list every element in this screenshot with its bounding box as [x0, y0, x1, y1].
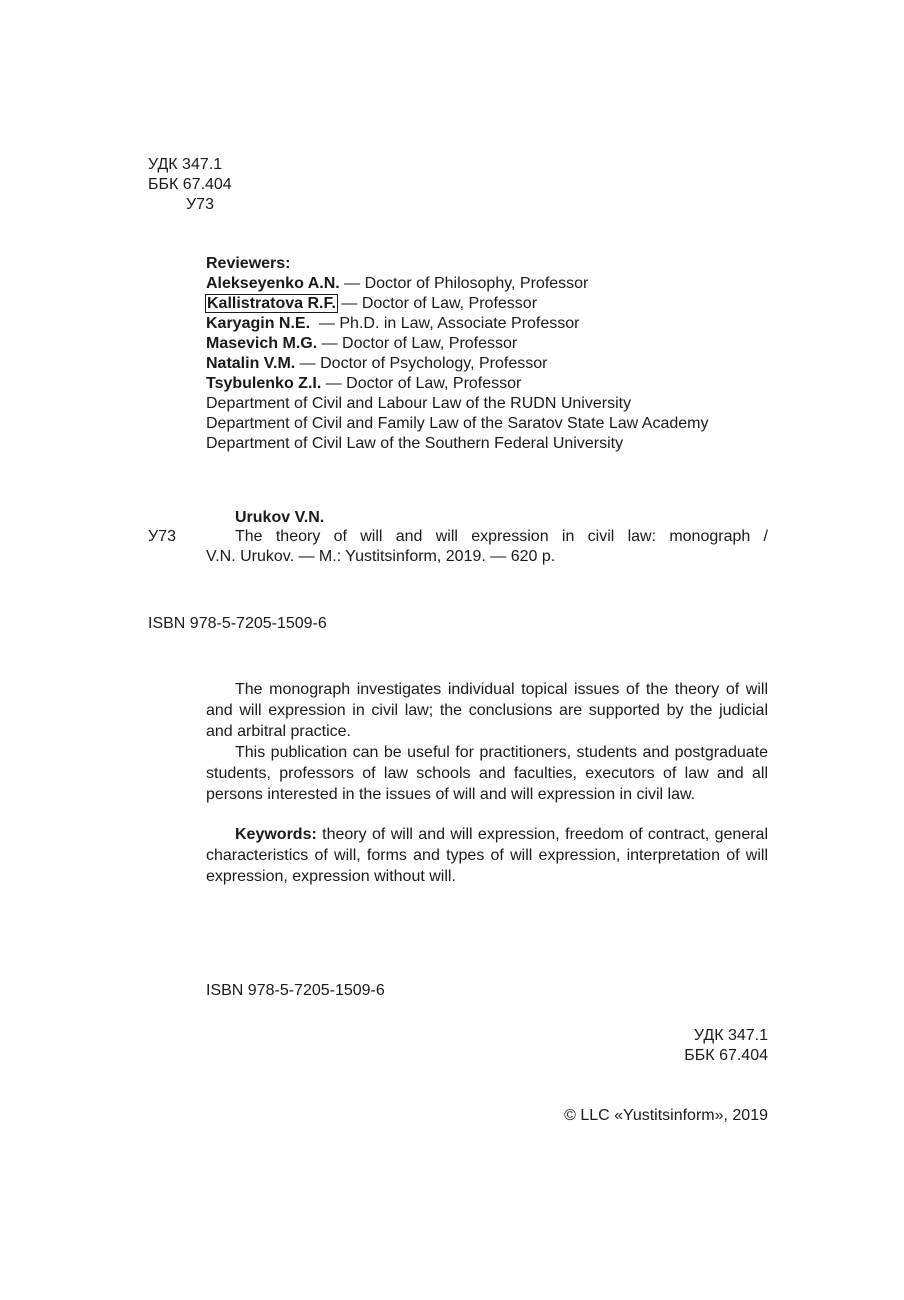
bbk-code-right: ББК 67.404	[684, 1047, 768, 1064]
reviewer-item	[206, 354, 786, 374]
abstract-paragraph-1: The monograph investigates individual topical issues of the theory of will and will expression in civil law; the conclusions are supported by the judicial and arbitral practice.	[206, 681, 768, 740]
udk-code: УДК 347.1	[148, 156, 223, 173]
reviewer-desc: — Doctor of Law, Professor	[336, 295, 538, 312]
biblio-author-mark: У73	[148, 528, 176, 545]
reviewer-item	[206, 334, 786, 354]
reviewer-item	[206, 314, 786, 334]
reviewers-heading: Reviewers:	[206, 255, 291, 272]
keywords	[206, 824, 768, 887]
keywords-label: Keywords:	[235, 826, 317, 843]
reviewer-name: Tsybulenko Z.I.	[206, 375, 322, 392]
reviewer-desc: — Doctor of Law, Professor	[317, 335, 518, 352]
biblio-description	[206, 527, 768, 567]
reviewer-desc: — Doctor of Law, Professor	[321, 375, 522, 392]
isbn-top: ISBN 978-5-7205-1509-6	[148, 615, 327, 632]
abstract-paragraph-2: This publication can be useful for practitioners, students and postgraduate students, professors of law schools and faculties, executors of law and all persons interested in the issues of will and will expression in civil law.	[206, 744, 768, 803]
reviewers-section	[206, 254, 786, 454]
reviewer-item	[206, 294, 786, 314]
abstract	[206, 679, 768, 805]
reviewer-desc: — Doctor of Psychology, Professor	[295, 355, 548, 372]
biblio-line-2: V.N. Urukov. — M.: Yustitsinform, 2019. — 620 p.	[206, 548, 556, 565]
department-item: Department of Civil Law of the Southern Federal University	[206, 435, 624, 452]
reviewer-desc: — Ph.D. in Law, Associate Professor	[310, 315, 580, 332]
udk-code-right: УДК 347.1	[693, 1027, 768, 1044]
department-item: Department of Civil and Labour Law of the RUDN University	[206, 395, 632, 412]
bbk-code: ББК 67.404	[148, 176, 232, 193]
author-mark: У73	[186, 196, 214, 213]
biblio-author: Urukov V.N.	[235, 509, 325, 526]
reviewer-name-highlighted: Kallistratova R.F.	[207, 295, 336, 312]
reviewer-name: Masevich M.G.	[206, 335, 318, 352]
department-item: Department of Civil and Family Law of the Saratov State Law Academy	[206, 415, 709, 432]
reviewer-name: Alekseyenko A.N.	[206, 275, 340, 292]
isbn-bottom: ISBN 978-5-7205-1509-6	[206, 982, 385, 999]
reviewer-item	[206, 374, 786, 394]
reviewer-desc: — Doctor of Philosophy, Professor	[339, 275, 589, 292]
classification-block	[148, 155, 232, 215]
copyright: © LLC «Yustitsinform», 2019	[564, 1107, 768, 1124]
reviewer-item	[206, 274, 786, 294]
keywords-text: theory of will and will expression, freedom of contract, general characteristics of will, forms and types of will expression, interpretation of will expression, expression without will.	[206, 826, 768, 885]
reviewer-name: Karyagin N.E.	[206, 315, 311, 332]
classification-right	[684, 1026, 768, 1066]
biblio-line-1: The theory of will and will expression in civil law: monograph /	[235, 528, 768, 545]
reviewer-name: Natalin V.M.	[206, 355, 296, 372]
